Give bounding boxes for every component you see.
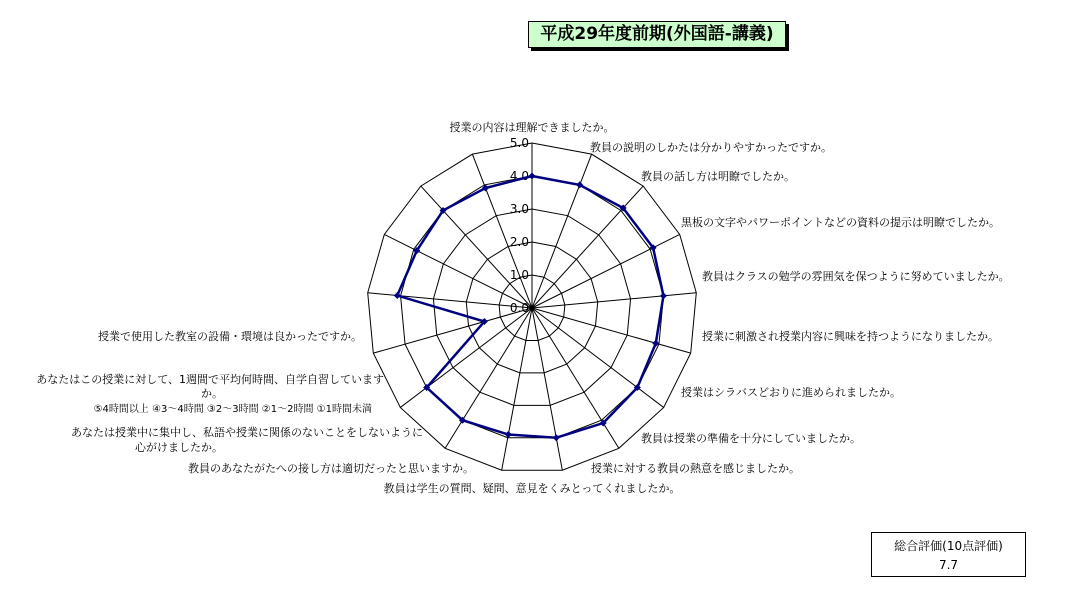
radar-grid [368,143,697,470]
category-label: あなたは授業中に集中し、私語や授業に関係のないことをしないように [71,426,423,439]
grid-spoke [532,293,696,308]
category-label: あなたはこの授業に対して、1週間で平均何時間、自学自習しています [36,373,384,386]
category-label: 教員は学生の質問、疑問、意見をくみとってくれましたか。 [383,482,681,495]
radial-tick-label: 1.0 [509,268,529,282]
overall-score-value: 7.7 [938,558,959,572]
grid-spoke [532,186,643,308]
answer-scale-note: ⑤4時間以上 ④3～4時間 ③2～3時間 ②1～2時間 ①1時間未満 [93,404,372,415]
data-point [553,434,560,441]
category-label: 教員のあなたがたへの接し方は適切だったと思いますか。 [188,462,474,475]
category-label: 授業に刺激され授業内容に興味を持つようになりましたか。 [702,330,999,343]
chart-title: 平成29年度前期(外国語-講義) [528,21,786,48]
category-label: 授業はシラバスどおりに進められましたか。 [681,386,901,399]
data-point [660,292,667,299]
data-point [394,292,401,299]
radial-tick-label: 2.0 [509,235,529,249]
data-point [529,173,536,180]
category-label: 教員は授業の準備を十分にしていましたか。 [641,432,861,445]
grid-spoke [532,308,664,407]
overall-score-label: 総合評価(10点評価) [894,539,1003,553]
radial-tick-label: 5.0 [509,136,529,150]
radial-tick-label: 0.0 [509,301,529,315]
grid-spoke [368,293,532,308]
category-label: 授業の内容は理解できましたか。 [449,121,615,134]
category-label: か。 [201,387,223,400]
radial-tick-label: 3.0 [509,202,529,216]
category-label: 黒板の文字やパワーポイントなどの資料の提示は明瞭でしたか。 [681,216,1000,229]
radial-tick-label: 4.0 [509,169,529,183]
category-label: 教員はクラスの勉学の雰囲気を保つように努めていましたか。 [702,270,1010,283]
overall-score-box [871,532,1026,577]
category-label: 授業で使用した教室の設備・環境は良かったですか。 [98,330,362,343]
grid-spoke [400,308,532,407]
category-label: 教員の説明のしかたは分かりやすかったですか。 [590,141,832,154]
category-label: 授業に対する教員の熱意を感じましたか。 [591,462,800,475]
radial-tick-labels [510,136,529,315]
category-label: 教員の話し方は明瞭でしたか。 [641,170,795,183]
category-label: 心がけましたか。 [135,441,223,454]
